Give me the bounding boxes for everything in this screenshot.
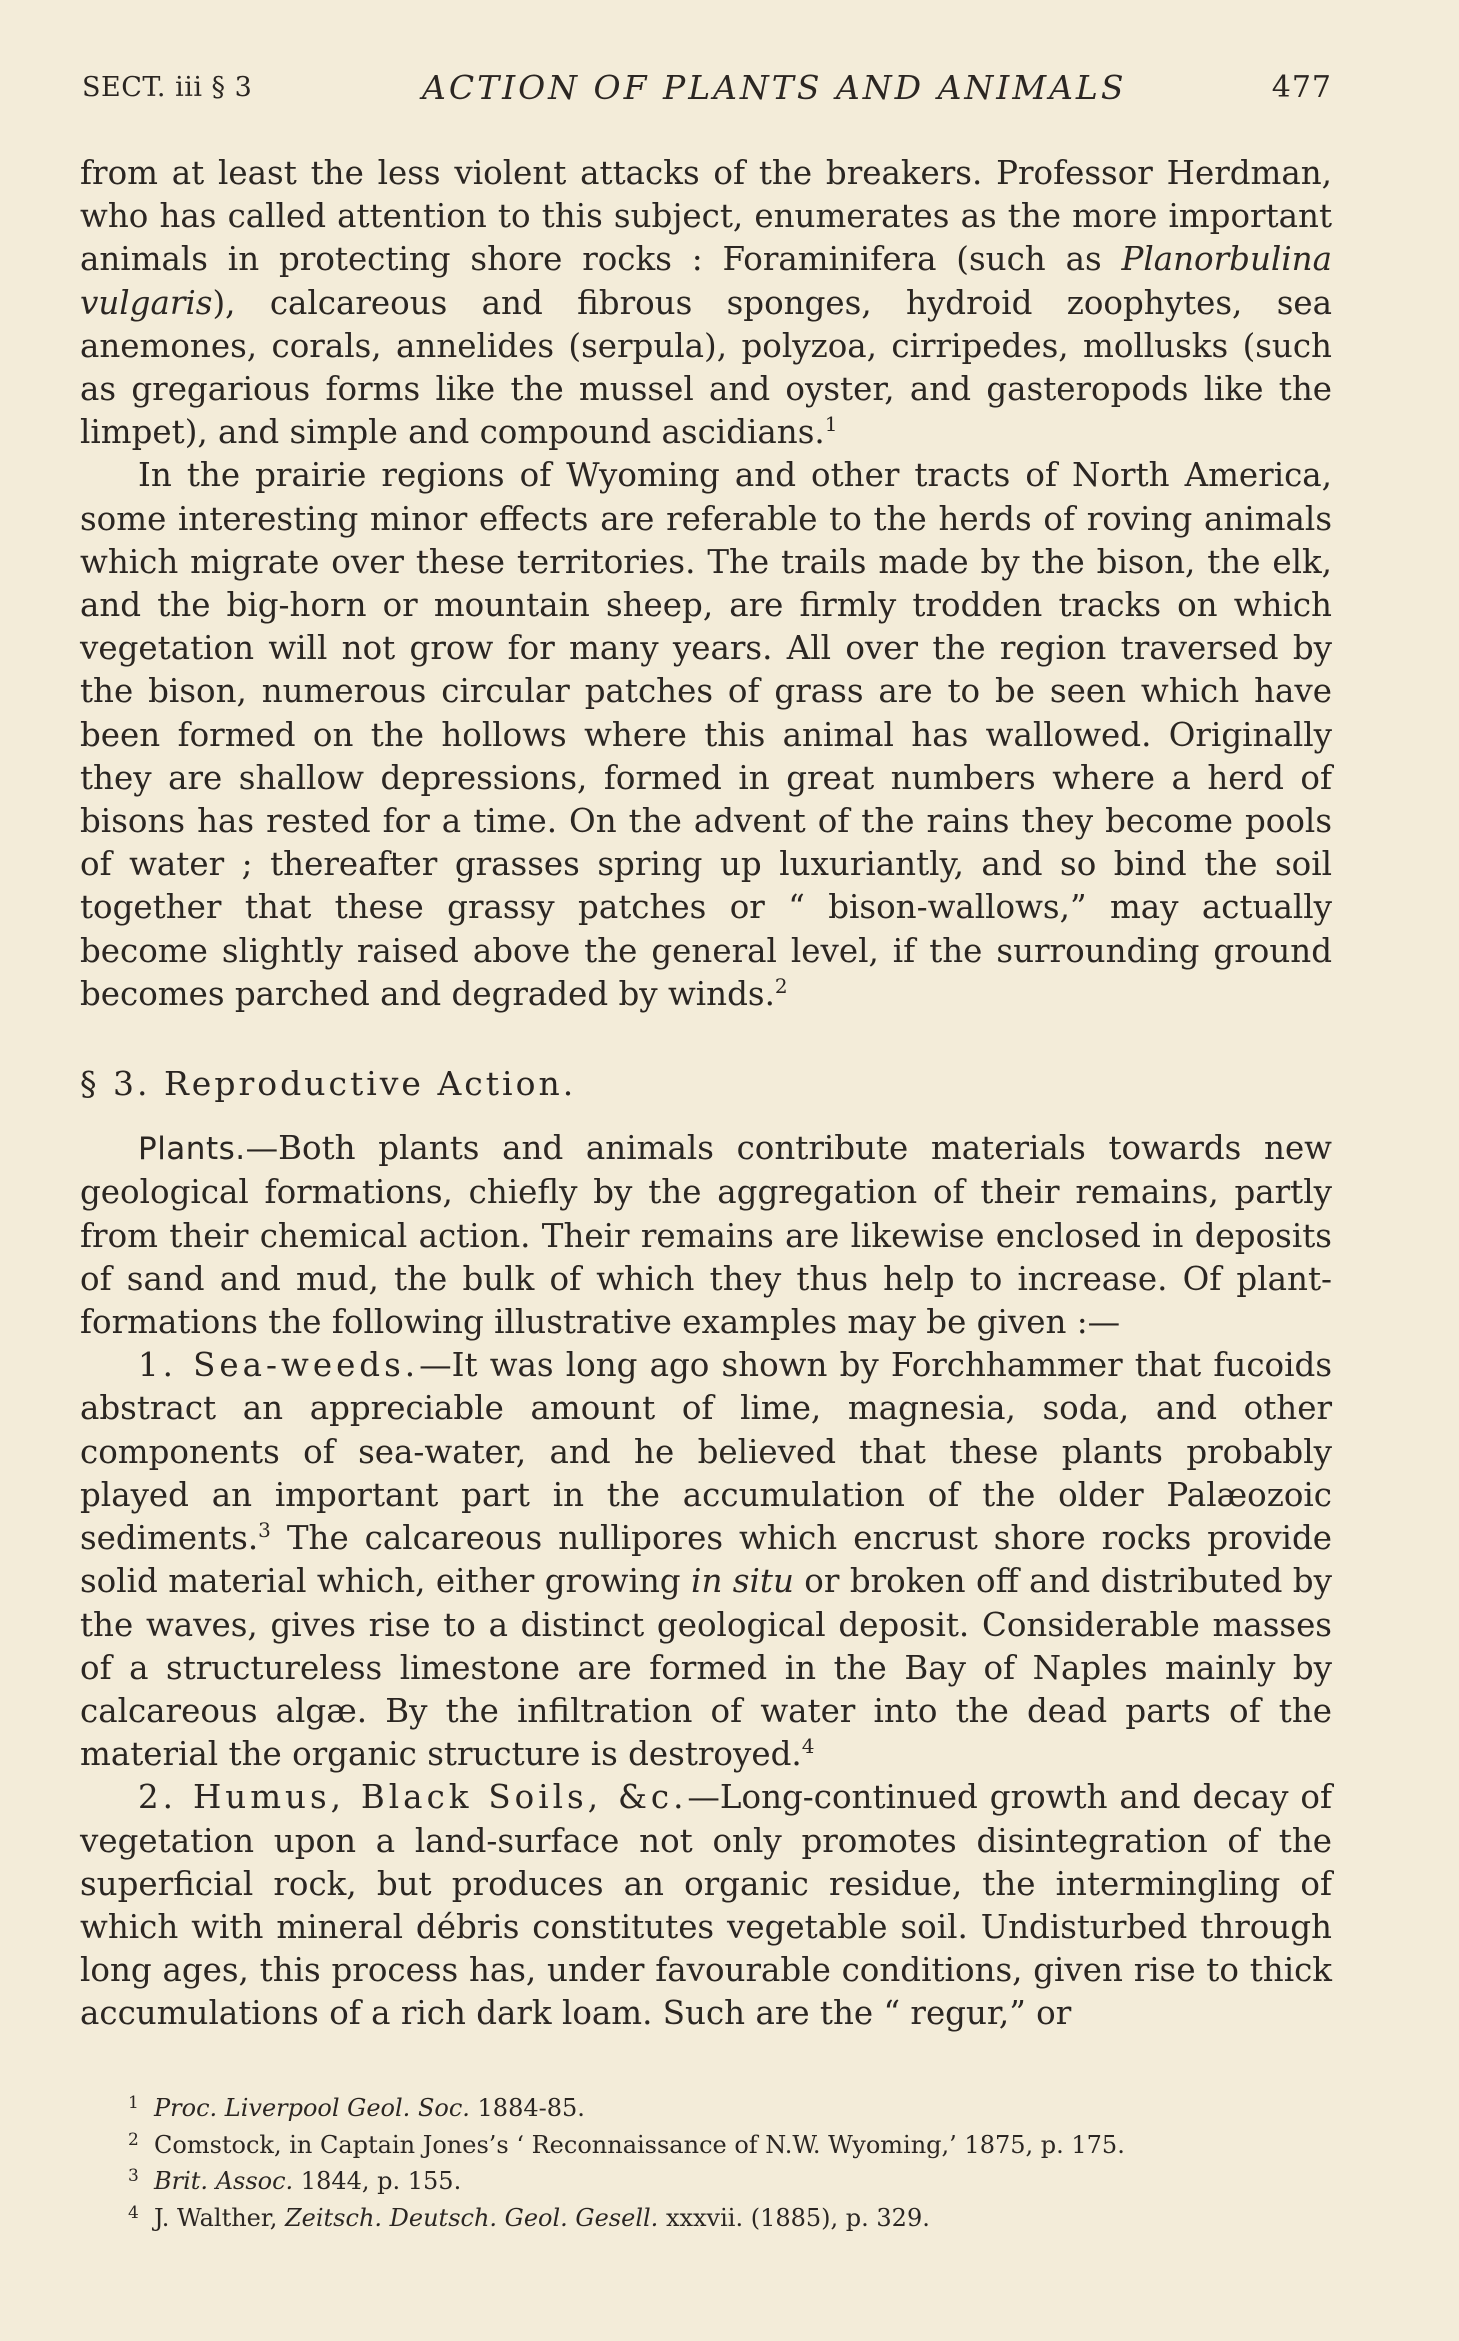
paragraph-3 xyxy=(80,1127,1332,1344)
footnote-citation: Zeitsch. Deutsch. Geol. Gesell. xyxy=(284,2203,659,2232)
footnote-number: 2 xyxy=(128,2129,139,2150)
para4-text-b: The calcareous nullipores which encrust shore rocks provide solid material which, either growing xyxy=(80,1519,1332,1601)
footnote xyxy=(128,2161,1328,2198)
para1-text-a: from at least the less violent attacks of the breakers. Professor Herdman, who has called attention to this subject, enumerates as the more important animals in protecting shore rocks : Foraminifera (such as xyxy=(80,154,1332,279)
para4-lead: 1. Sea-weeds. xyxy=(138,1346,420,1385)
footnote-text: xxxvii. (1885), p. 329. xyxy=(658,2203,930,2232)
footnotes xyxy=(128,2088,1328,2234)
paragraph-1 xyxy=(80,152,1332,454)
para1-species-name: Planorbulina vulgaris xyxy=(80,240,1332,322)
body-text xyxy=(80,152,1332,2036)
footnote-text: 1884-85. xyxy=(469,2094,585,2122)
footnote xyxy=(128,2088,1328,2125)
para4-text-c: or broken off and distributed by the waves, gives rise to a distinct geological deposit. Considerable masses of a structureless limestone are formed in the Bay of Naples mainly by calcareous algæ. By the infiltration of water into the dead parts of the material the organic structure is destroyed. xyxy=(80,1562,1332,1774)
footnote-text: 1844, p. 155. xyxy=(293,2167,462,2195)
footnote-ref-2: 2 xyxy=(774,973,788,998)
para4-italic: in situ xyxy=(691,1562,794,1601)
footnote-number: 1 xyxy=(128,2093,139,2113)
para5-lead: 2. Humus, Black Soils, &c. xyxy=(138,1778,688,1817)
chapter-title: ACTION OF PLANTS AND ANIMALS xyxy=(422,68,1127,107)
para5-text: —Long-continued growth and decay of vegetation upon a land-surface not only promotes disintegration of the superficial rock, but produces an organic residue, the intermingling of which with mineral débris constitutes vegetable soil. Undisturbed through long ages, this process has, under favourable conditions, given rise to thick accumulations of a rich dark loam. Such are the “ regur,” or xyxy=(80,1778,1332,2033)
para3-text: —Both plants and animals contribute materials towards new geological formations, chiefly by the aggregation of their remains, partly from their chemical action. Their remains are likewise enclosed in deposits of sand and mud, the bulk of which they thus help to increase. Of plant-formations the following illustrative examples may be given :— xyxy=(80,1129,1332,1342)
footnote-ref-3: 3 xyxy=(258,1518,271,1543)
paragraph-2 xyxy=(80,454,1332,1016)
running-head xyxy=(82,68,1332,112)
footnote xyxy=(128,2198,1328,2235)
section-reference: SECT. iii § 3 xyxy=(82,72,253,103)
para2-text: In the prairie regions of Wyoming and other tracts of North America, some interesting minor effects are referable to the herds of roving animals which migrate over these territories. The trails made by the bison, the elk, and the big-horn or mountain sheep, are firmly trodden tracks on which vegetation will not grow for many years. All over the region traversed by the bison, numerous circular patches of grass are to be seen which have been formed on the hollows where this animal has wallowed. Originally they are shallow depressions, formed in great numbers where a herd of bisons has rested for a time. On the advent of the rains they become pools of water ; thereafter grasses spring up luxuriantly, and so bind the soil together that these grassy patches or “ bison-wallows,” may actually become slightly raised above the general level, if the surrounding ground becomes parched and degraded by winds. xyxy=(80,456,1332,1013)
footnote-number: 3 xyxy=(128,2166,139,2186)
footnote-ref-4: 4 xyxy=(801,1734,815,1759)
para4-text-a: —It was long ago shown by Forchhammer that fucoids abstract an appreciable amount of lime, magnesia, soda, and other components of sea-water, and he believed that these plants probably played an important part in the accumulation of the older Palæozoic sediments. xyxy=(80,1346,1333,1558)
para3-lead: Plants. xyxy=(138,1131,246,1168)
paragraph-5 xyxy=(80,1776,1332,2035)
footnote-text: Comstock, in Captain Jones’s ‘ Reconnaissance of N.W. Wyoming,’ 1875, p. 175. xyxy=(154,2130,1125,2159)
footnote-text: J. Walther, xyxy=(154,2203,285,2232)
footnote xyxy=(128,2125,1328,2162)
footnote-citation: Proc. Liverpool Geol. Soc. xyxy=(154,2094,470,2122)
page-number: 477 xyxy=(1271,70,1332,105)
paragraph-4 xyxy=(80,1344,1332,1776)
footnote-ref-1: 1 xyxy=(824,412,838,437)
para1-text-b: ), calcareous and fibrous sponges, hydroid zoophytes, sea anemones, corals, annelides (serpula), polyzoa, cirripedes, mollusks (such as gregarious forms like the mussel and oyster, and gasteropods like the limpet), and simple and compound ascidians. xyxy=(80,283,1332,452)
footnote-number: 4 xyxy=(128,2202,139,2223)
footnote-citation: Brit. Assoc. xyxy=(154,2167,294,2195)
section-heading: § 3. Reproductive Action. xyxy=(80,1064,577,1104)
